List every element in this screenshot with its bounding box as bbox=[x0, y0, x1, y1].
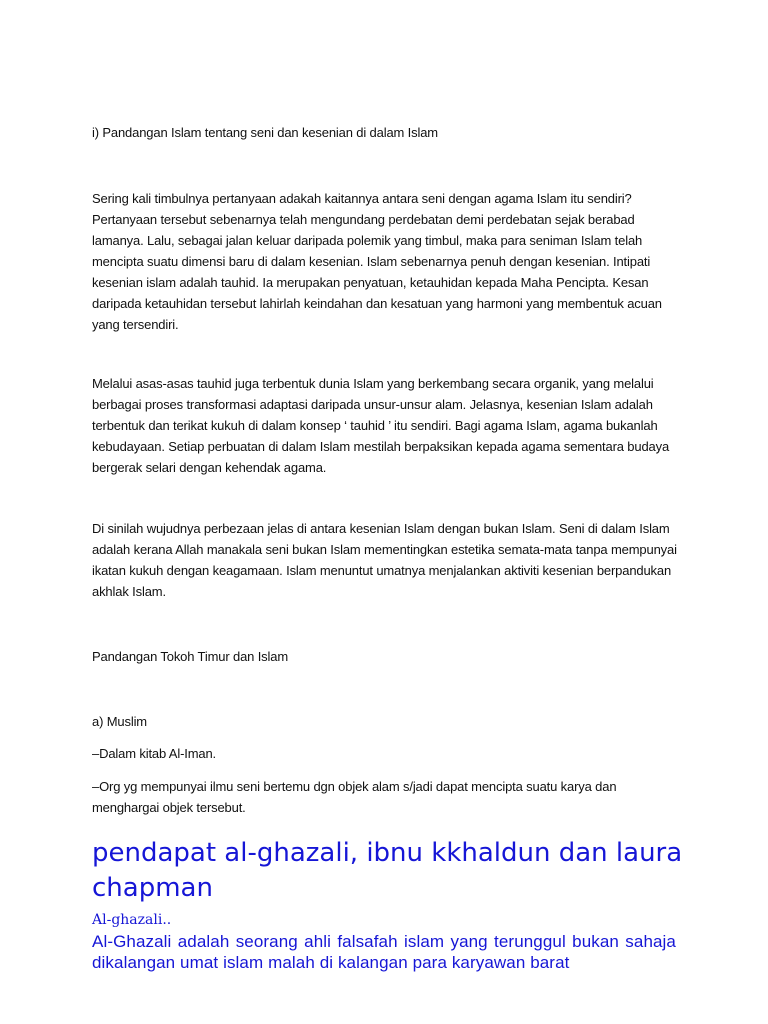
paragraph-1: Sering kali timbulnya pertanyaan adakah kaitannya antara seni dengan agama Islam itu sendiri? Pertanyaan tersebut sebenarnya telah mengundang perdebatan demi perdebatan sejak berabad lamanya. Lalu, sebagai jalan keluar daripada polemik yang timbul, maka para seniman Islam telah mencipta suatu dimensi baru di dalam kesenian. Islam sebenarnya penuh dengan kesenian. Intipati kesenian islam adalah tauhid. Ia merupakan penyatuan, ketauhidan kepada Maha Pencipta. Kesan daripada ketauhidan tersebut lahirlah keindahan dan kesatuan yang harmoni yang membentuk acuan yang tersendiri. bbox=[92, 191, 662, 332]
bullet-item-1: –Dalam kitab Al-Iman. bbox=[92, 746, 217, 761]
list-item-a: a) Muslim bbox=[92, 714, 147, 729]
blue-heading: pendapat al-ghazali, ibnu kkhaldun dan laura chapman bbox=[92, 838, 683, 903]
document-title: i) Pandangan Islam tentang seni dan kesenian di dalam Islam bbox=[92, 125, 438, 140]
blue-subheading: Al-ghazali.. bbox=[92, 912, 172, 928]
bullet-item-2: –Org yg mempunyai ilmu seni bertemu dgn objek alam s/jadi dapat mencipta suatu karya dan menghargai objek tersebut. bbox=[92, 779, 617, 815]
paragraph-3: Di sinilah wujudnya perbezaan jelas di antara kesenian Islam dengan bukan Islam. Seni di dalam Islam adalah kerana Allah manakala seni bukan Islam mementingkan estetika semata-mata tanpa mempunyai ikatan kukuh dengan keagamaan. Islam menuntut umatnya menjalankan aktiviti kesenian berpandukan akhlak Islam. bbox=[92, 521, 677, 599]
paragraph-2: Melalui asas-asas tauhid juga terbentuk dunia Islam yang berkembang secara organik, yang melalui berbagai proses transformasi adaptasi daripada unsur-unsur alam. Jelasnya, kesenian Islam adalah terbentuk dan terikat kukuh di dalam konsep ‘ tauhid ’ itu sendiri. Bagi agama Islam, agama bukanlah kebudayaan. Setiap perbuatan di dalam Islam mestilah berpaksikan kepada agama sementara budaya bergerak selari dengan kehendak agama. bbox=[92, 376, 670, 475]
section-title: Pandangan Tokoh Timur dan Islam bbox=[92, 649, 289, 664]
blue-body-text: Al-Ghazali adalah seorang ahli falsafah islam yang terunggul bukan sahaja dikalangan umat islam malah di kalangan para karyawan barat bbox=[92, 932, 676, 972]
